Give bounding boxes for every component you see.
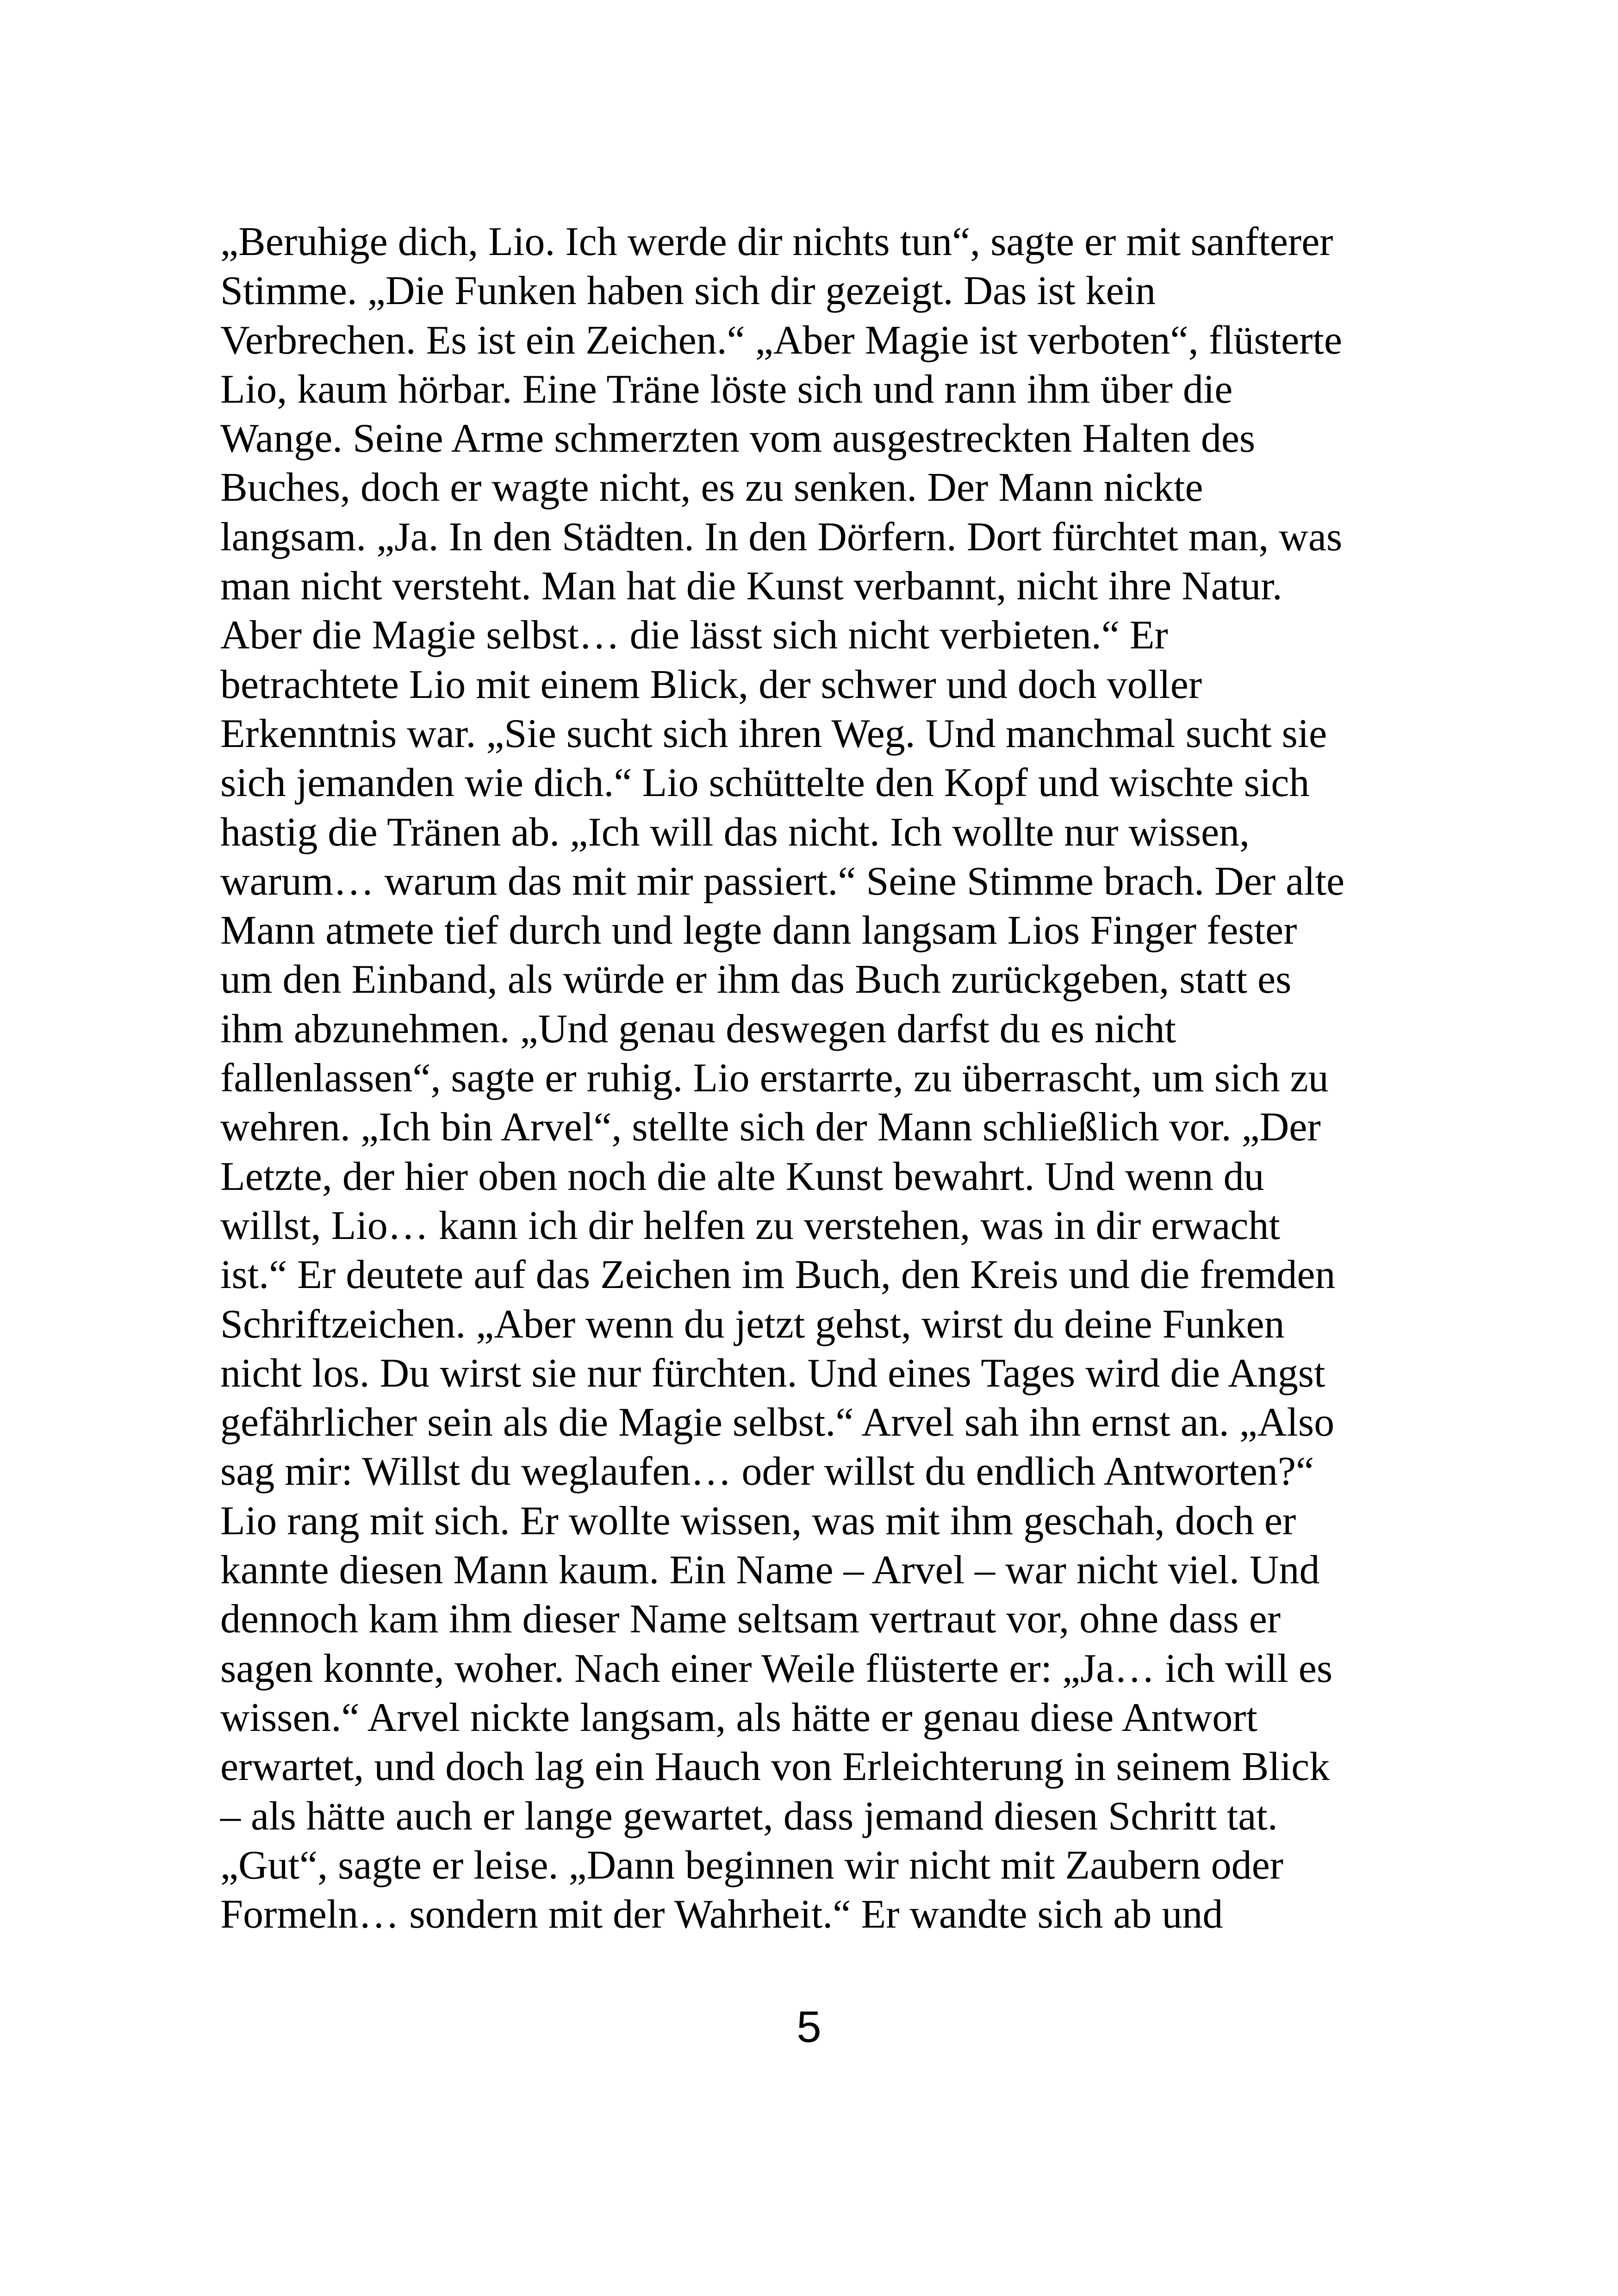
text-line: ihm abzunehmen. „Und genau deswegen darfst du es nicht: [220, 1006, 1176, 1052]
text-line: betrachtete Lio mit einem Blick, der schwer und doch voller: [220, 662, 1202, 707]
text-line: hastig die Tränen ab. „Ich will das nicht. Ich wollte nur wissen,: [220, 809, 1250, 855]
text-line: kannte diesen Mann kaum. Ein Name – Arvel – war nicht viel. Und: [220, 1548, 1320, 1593]
text-line: Erkenntnis war. „Sie sucht sich ihren Weg. Und manchmal sucht sie: [220, 711, 1327, 756]
text-line: warum… warum das mit mir passiert.“ Seine Stimme brach. Der alte: [220, 859, 1345, 904]
text-line: Letzte, der hier oben noch die alte Kunst bewahrt. Und wenn du: [220, 1154, 1264, 1199]
text-line: Stimme. „Die Funken haben sich dir gezeigt. Das ist kein: [220, 268, 1156, 314]
text-line: dennoch kam ihm dieser Name seltsam vertraut vor, ohne dass er: [220, 1597, 1281, 1642]
text-line: wissen.“ Arvel nickte langsam, als hätte er genau diese Antwort: [220, 1695, 1257, 1740]
text-line: wehren. „Ich bin Arvel“, stellte sich der Mann schließlich vor. „Der: [220, 1105, 1321, 1150]
body-text: [220, 218, 1424, 1939]
page-number: 5: [797, 2002, 821, 2052]
text-line: man nicht versteht. Man hat die Kunst verbannt, nicht ihre Natur.: [220, 564, 1282, 609]
text-line: sagen konnte, woher. Nach einer Weile flüsterte er: „Ja… ich will es: [220, 1646, 1333, 1691]
text-line: um den Einband, als würde er ihm das Buch zurückgeben, statt es: [220, 957, 1292, 1002]
text-line: Buches, doch er wagte nicht, es zu senken. Der Mann nickte: [220, 465, 1203, 510]
text-line: „Beruhige dich, Lio. Ich werde dir nichts tun“, sagte er mit sanfterer: [220, 219, 1333, 264]
text-line: Verbrechen. Es ist ein Zeichen.“ „Aber Magie ist verboten“, flüsterte: [220, 317, 1342, 363]
text-line: sich jemanden wie dich.“ Lio schüttelte den Kopf und wischte sich: [220, 760, 1310, 806]
text-line: fallenlassen“, sagte er ruhig. Lio erstarrte, zu überrascht, um sich zu: [220, 1056, 1329, 1101]
text-line: – als hätte auch er lange gewartet, dass jemand diesen Schritt tat.: [220, 1793, 1278, 1839]
text-line: Schriftzeichen. „Aber wenn du jetzt gehst, wirst du deine Funken: [220, 1301, 1285, 1347]
text-line: ist.“ Er deutete auf das Zeichen im Buch, den Kreis und die fremden: [220, 1252, 1336, 1298]
text-line: langsam. „Ja. In den Städten. In den Dörfern. Dort fürchtet man, was: [220, 514, 1343, 560]
text-line: Mann atmete tief durch und legte dann langsam Lios Finger fester: [220, 908, 1297, 953]
text-line: Lio rang mit sich. Er wollte wissen, was mit ihm geschah, doch er: [220, 1498, 1296, 1543]
text-line: erwartet, und doch lag ein Hauch von Erleichterung in seinem Blick: [220, 1744, 1330, 1790]
text-line: Wange. Seine Arme schmerzten vom ausgestreckten Halten des: [220, 416, 1256, 461]
text-line: Formeln… sondern mit der Wahrheit.“ Er wandte sich ab und: [220, 1892, 1223, 1937]
text-line: Aber die Magie selbst… die lässt sich nicht verbieten.“ Er: [220, 613, 1168, 658]
text-line: gefährlicher sein als die Magie selbst.“ Arvel sah ihn ernst an. „Also: [220, 1400, 1335, 1445]
text-line: sag mir: Willst du weglaufen… oder willst du endlich Antworten?“: [220, 1449, 1314, 1494]
text-line: willst, Lio… kann ich dir helfen zu verstehen, was in dir erwacht: [220, 1203, 1280, 1248]
text-line: Lio, kaum hörbar. Eine Träne löste sich und rann ihm über die: [220, 367, 1233, 412]
text-line: „Gut“, sagte er leise. „Dann beginnen wir nicht mit Zaubern oder: [220, 1842, 1283, 1888]
text-line: nicht los. Du wirst sie nur fürchten. Und eines Tages wird die Angst: [220, 1350, 1326, 1396]
